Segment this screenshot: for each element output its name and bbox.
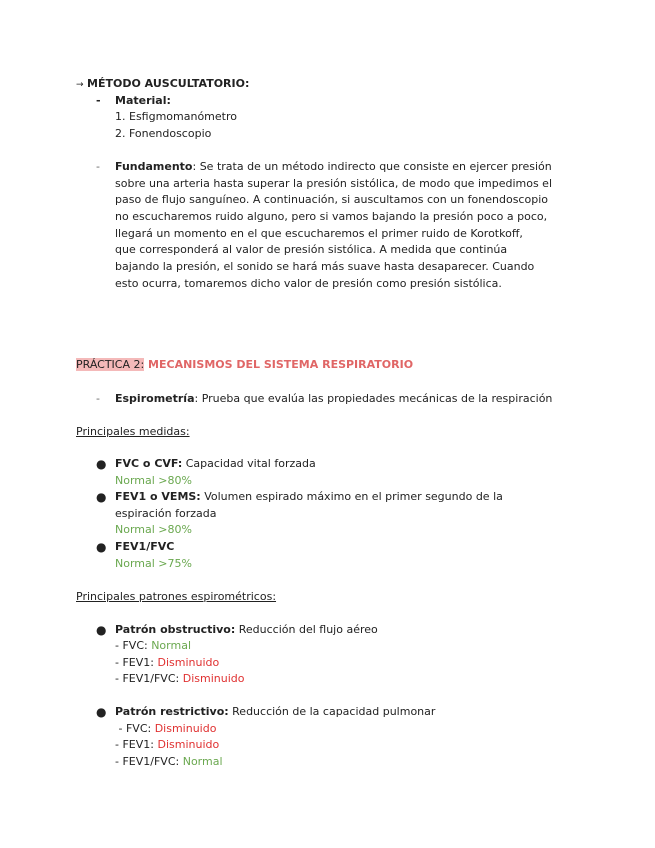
param-value: Disminuido [157, 738, 220, 751]
param-value: Normal [151, 639, 192, 652]
practica-heading [76, 357, 413, 374]
param-key: - FEV1: [115, 738, 158, 751]
param-value: Disminuido [154, 722, 217, 735]
ratio-normal: Normal >75% [115, 557, 192, 570]
restrictivo-fvc [115, 721, 216, 738]
param-key: - FVC: [115, 722, 155, 735]
restrictivo-text: Reducción de la capacidad pulmonar [228, 705, 436, 718]
restrictivo-ratio [115, 754, 223, 771]
patrones-heading: Principales patrones espirométricos: [76, 590, 277, 603]
fev1-text: Volumen espirado máximo en el primer segundo de la [200, 490, 503, 503]
bullet-icon: ● [96, 705, 107, 719]
bullet-icon: ● [96, 623, 107, 637]
fundamento-line: sobre una arteria hasta superar la presión sistólica, de modo que impedimos el [115, 177, 552, 190]
material-label: Material: [115, 94, 171, 107]
practica-label: PRÁCTICA 2: [76, 358, 145, 371]
material-item: 1. Esfigmomanómetro [115, 110, 237, 123]
espirometria-dash: - [96, 392, 100, 405]
metodo-title: MÉTODO AUSCULTATORIO: [87, 77, 250, 90]
param-key: - FEV1/FVC: [115, 755, 183, 768]
fev1-line [115, 489, 503, 506]
restrictivo-line [115, 704, 435, 721]
obstructivo-line [115, 622, 378, 639]
practica-title: MECANISMOS DEL SISTEMA RESPIRATORIO [144, 358, 414, 371]
fvc-line [115, 456, 316, 473]
fundamento-line: esto ocurra, tomaremos dicho valor de presión como presión sistólica. [115, 277, 502, 290]
arrow-icon: → [76, 80, 84, 90]
medidas-heading: Principales medidas: [76, 425, 190, 438]
fundamento-line [115, 159, 552, 176]
obstructivo-ratio [115, 671, 244, 688]
espirometria-text: : Prueba que evalúa las propiedades mecánicas de la respiración [194, 392, 553, 405]
obstructivo-label: Patrón obstructivo: [115, 623, 236, 636]
material-item: 2. Fonendoscopio [115, 127, 212, 140]
fundamento-label: Fundamento [115, 160, 193, 173]
param-key: - FVC: [115, 639, 152, 652]
fev1-label: FEV1 o VEMS: [115, 490, 201, 503]
fvc-normal: Normal >80% [115, 474, 192, 487]
espirometria-line [115, 391, 552, 408]
bullet-icon: ● [96, 490, 107, 504]
ratio-label: FEV1/FVC [115, 540, 175, 553]
obstructivo-fvc [115, 638, 191, 655]
material-dash: - [96, 94, 101, 107]
restrictivo-fev1 [115, 737, 219, 754]
param-value: Disminuido [182, 672, 245, 685]
obstructivo-fev1 [115, 655, 219, 672]
param-value: Normal [182, 755, 223, 768]
fundamento-line: no escucharemos ruido alguno, pero si vamos bajando la presión poco a poco, [115, 210, 548, 223]
obstructivo-text: Reducción del flujo aéreo [235, 623, 378, 636]
fundamento-line: llegará un momento en el que escucharemos el primer ruido de Korotkoff, [115, 227, 523, 240]
fev1-text-cont: espiración forzada [115, 507, 217, 520]
bullet-icon: ● [96, 540, 107, 554]
fundamento-dash: - [96, 160, 100, 173]
bullet-icon: ● [96, 457, 107, 471]
fundamento-line: bajando la presión, el sonido se hará más suave hasta desaparecer. Cuando [115, 260, 535, 273]
restrictivo-label: Patrón restrictivo: [115, 705, 229, 718]
fev1-normal: Normal >80% [115, 523, 192, 536]
espirometria-label: Espirometría [115, 392, 195, 405]
fundamento-line: paso de flujo sanguíneo. A continuación, si auscultamos con un fonendoscopio [115, 193, 548, 206]
param-value: Disminuido [157, 656, 220, 669]
metodo-heading [76, 76, 249, 94]
param-key: - FEV1/FVC: [115, 672, 183, 685]
fvc-text: Capacidad vital forzada [182, 457, 316, 470]
param-key: - FEV1: [115, 656, 158, 669]
fvc-label: FVC o CVF: [115, 457, 183, 470]
fundamento-text: : Se trata de un método indirecto que consiste en ejercer presión [192, 160, 552, 173]
fundamento-line: que corresponderá al valor de presión sistólica. A medida que continúa [115, 243, 508, 256]
